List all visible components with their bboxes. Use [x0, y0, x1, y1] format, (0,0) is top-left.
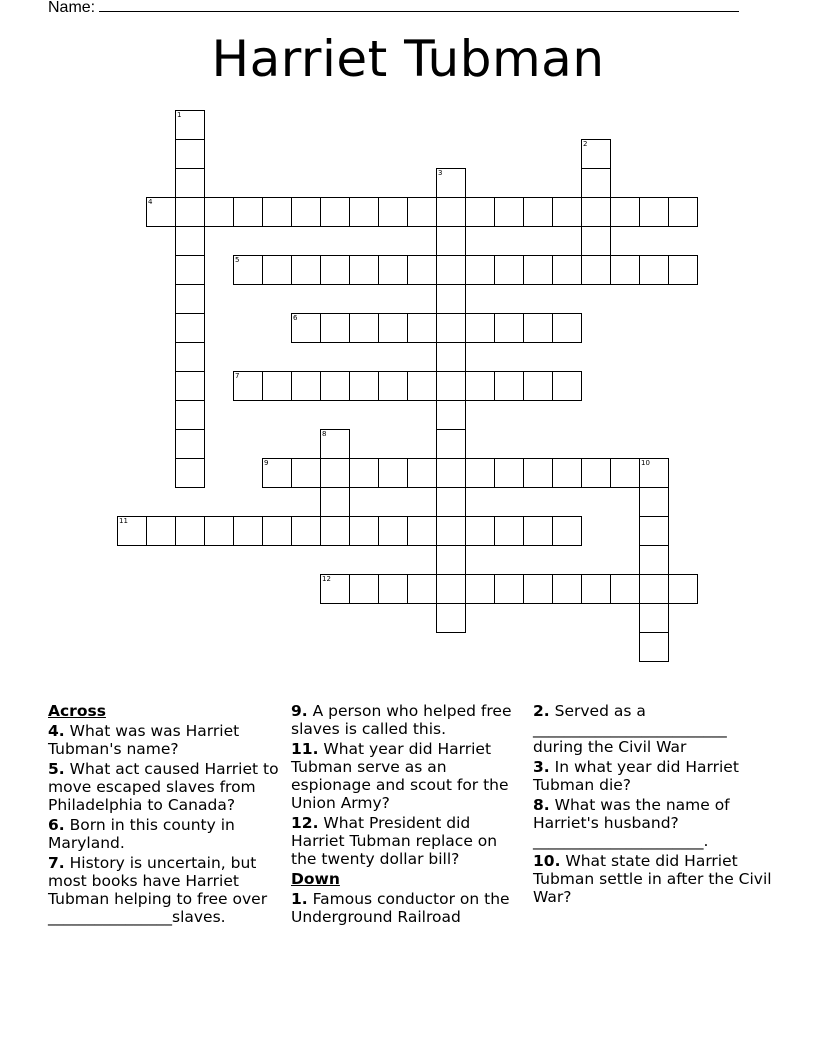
clue-number: 12. — [291, 814, 319, 832]
clue-number-label: 4 — [148, 198, 153, 206]
clue-number-label: 5 — [235, 256, 240, 264]
grid-cell[interactable] — [175, 458, 205, 488]
grid-cell[interactable] — [436, 226, 466, 256]
grid-cell[interactable] — [523, 255, 553, 285]
grid-cell[interactable] — [639, 516, 669, 546]
grid-cell[interactable] — [349, 371, 379, 401]
clue-number-label: 2 — [583, 140, 588, 148]
grid-cell[interactable] — [523, 371, 553, 401]
grid-cell[interactable] — [581, 574, 611, 604]
grid-cell[interactable] — [552, 516, 582, 546]
grid-cell[interactable] — [610, 255, 640, 285]
grid-cell[interactable] — [175, 139, 205, 169]
grid-cell[interactable] — [494, 458, 524, 488]
clue-across-9 — [291, 702, 526, 738]
grid-cell[interactable] — [610, 197, 640, 227]
grid-cell[interactable] — [436, 603, 466, 633]
grid-cell[interactable] — [175, 197, 205, 227]
grid-cell[interactable] — [552, 371, 582, 401]
grid-cell[interactable] — [465, 313, 495, 343]
grid-cell[interactable] — [552, 313, 582, 343]
grid-cell[interactable] — [117, 516, 147, 546]
grid-cell[interactable] — [581, 197, 611, 227]
clues-column-1 — [48, 702, 288, 928]
clue-number-label: 6 — [293, 314, 298, 322]
grid-cell[interactable] — [378, 197, 408, 227]
grid-cell[interactable] — [233, 371, 263, 401]
clue-text: What President did Harriet Tubman replace on the twenty dollar bill? — [291, 814, 498, 868]
clue-number: 11. — [291, 740, 319, 758]
grid-cell[interactable] — [175, 400, 205, 430]
clue-number: 10. — [533, 852, 561, 870]
grid-cell[interactable] — [639, 255, 669, 285]
grid-cell[interactable] — [465, 574, 495, 604]
grid-cell[interactable] — [639, 458, 669, 488]
grid-cell[interactable] — [552, 255, 582, 285]
grid-cell[interactable] — [262, 197, 292, 227]
clue-text: A person who helped free slaves is called this. — [291, 702, 512, 738]
grid-cell[interactable] — [639, 632, 669, 662]
grid-cell[interactable] — [407, 458, 437, 488]
grid-cell[interactable] — [233, 255, 263, 285]
grid-cell[interactable] — [436, 284, 466, 314]
grid-cell[interactable] — [146, 197, 176, 227]
grid-cell[interactable] — [349, 516, 379, 546]
grid-cell[interactable] — [175, 226, 205, 256]
clue-number-label: 3 — [438, 169, 443, 177]
grid-cell[interactable] — [320, 371, 350, 401]
grid-cell[interactable] — [204, 197, 234, 227]
grid-cell[interactable] — [436, 429, 466, 459]
grid-cell[interactable] — [581, 458, 611, 488]
grid-cell[interactable] — [610, 574, 640, 604]
clues-column-3 — [533, 702, 773, 908]
grid-cell[interactable] — [175, 371, 205, 401]
grid-cell[interactable] — [436, 516, 466, 546]
grid-cell[interactable] — [378, 458, 408, 488]
grid-cell[interactable] — [465, 371, 495, 401]
clue-across-6 — [48, 816, 288, 852]
clue-number: 7. — [48, 854, 65, 872]
grid-cell[interactable] — [262, 516, 292, 546]
clue-number: 2. — [533, 702, 550, 720]
clue-number: 6. — [48, 816, 65, 834]
grid-cell[interactable] — [320, 516, 350, 546]
grid-cell[interactable] — [465, 197, 495, 227]
grid-cell[interactable] — [436, 255, 466, 285]
clue-number-label: 11 — [119, 517, 128, 525]
grid-cell[interactable] — [668, 197, 698, 227]
grid-cell[interactable] — [552, 197, 582, 227]
grid-cell[interactable] — [175, 255, 205, 285]
grid-cell[interactable] — [175, 342, 205, 372]
clue-down-3 — [533, 758, 773, 794]
grid-cell[interactable] — [552, 574, 582, 604]
clue-text: What year did Harriet Tubman serve as an espionage and scout for the Union Army? — [291, 740, 509, 812]
grid-cell[interactable] — [436, 371, 466, 401]
grid-cell[interactable] — [407, 516, 437, 546]
grid-cell[interactable] — [639, 574, 669, 604]
grid-cell[interactable] — [262, 458, 292, 488]
clue-across-5 — [48, 760, 288, 814]
clue-text: What was was Harriet Tubman's name? — [48, 722, 240, 758]
grid-cell[interactable] — [436, 197, 466, 227]
grid-cell[interactable] — [465, 516, 495, 546]
grid-cell[interactable] — [581, 139, 611, 169]
page-title: Harriet Tubman — [211, 30, 605, 88]
clue-number-label: 8 — [322, 430, 327, 438]
grid-cell[interactable] — [639, 603, 669, 633]
clue-across-7 — [48, 854, 288, 926]
grid-cell[interactable] — [320, 197, 350, 227]
grid-cell[interactable] — [320, 255, 350, 285]
down-heading: Down — [291, 870, 340, 888]
clue-text: What state did Harriet Tubman settle in after the Civil War? — [533, 852, 772, 906]
grid-cell[interactable] — [291, 313, 321, 343]
grid-cell[interactable] — [175, 110, 205, 140]
grid-cell[interactable] — [552, 458, 582, 488]
clue-text: What act caused Harriet to move escaped slaves from Philadelphia to Canada? — [48, 760, 279, 814]
grid-cell[interactable] — [523, 516, 553, 546]
grid-cell[interactable] — [175, 284, 205, 314]
grid-cell[interactable] — [378, 516, 408, 546]
grid-cell[interactable] — [349, 197, 379, 227]
clue-number: 8. — [533, 796, 550, 814]
grid-cell[interactable] — [523, 574, 553, 604]
grid-cell[interactable] — [291, 516, 321, 546]
grid-cell[interactable] — [639, 487, 669, 517]
grid-cell[interactable] — [494, 516, 524, 546]
grid-cell[interactable] — [233, 197, 263, 227]
grid-cell[interactable] — [436, 574, 466, 604]
grid-cell[interactable] — [494, 313, 524, 343]
grid-cell[interactable] — [349, 458, 379, 488]
grid-cell[interactable] — [349, 574, 379, 604]
grid-cell[interactable] — [581, 168, 611, 198]
clue-number-label: 9 — [264, 459, 269, 467]
clue-number: 3. — [533, 758, 550, 776]
grid-cell[interactable] — [291, 458, 321, 488]
clue-number: 1. — [291, 890, 308, 908]
grid-cell[interactable] — [581, 226, 611, 256]
grid-cell[interactable] — [523, 458, 553, 488]
grid-cell[interactable] — [581, 255, 611, 285]
clue-text: In what year did Harriet Tubman die? — [533, 758, 739, 794]
clue-down-8 — [533, 796, 773, 850]
grid-cell[interactable] — [320, 313, 350, 343]
grid-cell[interactable] — [175, 429, 205, 459]
grid-cell[interactable] — [349, 255, 379, 285]
grid-cell[interactable] — [494, 197, 524, 227]
clue-text: Served as a _________________________ during the Civil War — [533, 702, 727, 756]
clue-number: 5. — [48, 760, 65, 778]
grid-cell[interactable] — [262, 255, 292, 285]
name-label: Name: — [48, 0, 96, 16]
clue-text: History is uncertain, but most books have Harriet Tubman helping to free over ________________slaves. — [48, 854, 268, 926]
grid-cell[interactable] — [378, 255, 408, 285]
grid-cell[interactable] — [436, 545, 466, 575]
grid-cell[interactable] — [494, 371, 524, 401]
grid-cell[interactable] — [668, 255, 698, 285]
clue-across-11 — [291, 740, 526, 812]
clue-text: Born in this county in Maryland. — [48, 816, 235, 852]
clue-number-label: 7 — [235, 372, 240, 380]
clue-text: Famous conductor on the Underground Railroad — [291, 890, 510, 926]
grid-cell[interactable] — [291, 255, 321, 285]
grid-cell[interactable] — [668, 574, 698, 604]
across-heading: Across — [48, 702, 106, 720]
clue-number: 9. — [291, 702, 308, 720]
grid-cell[interactable] — [436, 313, 466, 343]
clue-number-label: 12 — [322, 575, 331, 583]
grid-cell[interactable] — [146, 516, 176, 546]
grid-cell[interactable] — [407, 313, 437, 343]
clue-text: What was the name of Harriet's husband? ______________________. — [533, 796, 730, 850]
grid-cell[interactable] — [494, 574, 524, 604]
clue-number-label: 10 — [641, 459, 650, 467]
grid-cell[interactable] — [378, 574, 408, 604]
clue-down-10 — [533, 852, 773, 906]
grid-cell[interactable] — [320, 458, 350, 488]
clue-number: 4. — [48, 722, 65, 740]
grid-cell[interactable] — [407, 574, 437, 604]
grid-cell[interactable] — [407, 197, 437, 227]
clues-column-2 — [291, 702, 526, 928]
grid-cell[interactable] — [523, 313, 553, 343]
grid-cell[interactable] — [291, 371, 321, 401]
grid-cell[interactable] — [349, 313, 379, 343]
clue-down-2 — [533, 702, 773, 756]
grid-cell[interactable] — [175, 168, 205, 198]
grid-cell[interactable] — [320, 574, 350, 604]
grid-cell[interactable] — [436, 168, 466, 198]
grid-cell[interactable] — [407, 255, 437, 285]
grid-cell[interactable] — [378, 313, 408, 343]
grid-cell[interactable] — [175, 516, 205, 546]
clue-across-4 — [48, 722, 288, 758]
clue-across-12 — [291, 814, 526, 868]
grid-cell[interactable] — [610, 458, 640, 488]
grid-cell[interactable] — [378, 371, 408, 401]
grid-cell[interactable] — [639, 545, 669, 575]
grid-cell[interactable] — [436, 487, 466, 517]
grid-cell[interactable] — [320, 487, 350, 517]
grid-cell[interactable] — [436, 458, 466, 488]
grid-cell[interactable] — [262, 371, 292, 401]
grid-cell[interactable] — [465, 458, 495, 488]
grid-cell[interactable] — [494, 255, 524, 285]
grid-cell[interactable] — [465, 255, 495, 285]
clue-number-label: 1 — [177, 111, 182, 119]
grid-cell[interactable] — [233, 516, 263, 546]
grid-cell[interactable] — [204, 516, 234, 546]
grid-cell[interactable] — [639, 197, 669, 227]
grid-cell[interactable] — [291, 197, 321, 227]
grid-cell[interactable] — [175, 313, 205, 343]
grid-cell[interactable] — [523, 197, 553, 227]
grid-cell[interactable] — [436, 400, 466, 430]
clue-down-1 — [291, 890, 526, 926]
grid-cell[interactable] — [436, 342, 466, 372]
grid-cell[interactable] — [320, 429, 350, 459]
grid-cell[interactable] — [407, 371, 437, 401]
